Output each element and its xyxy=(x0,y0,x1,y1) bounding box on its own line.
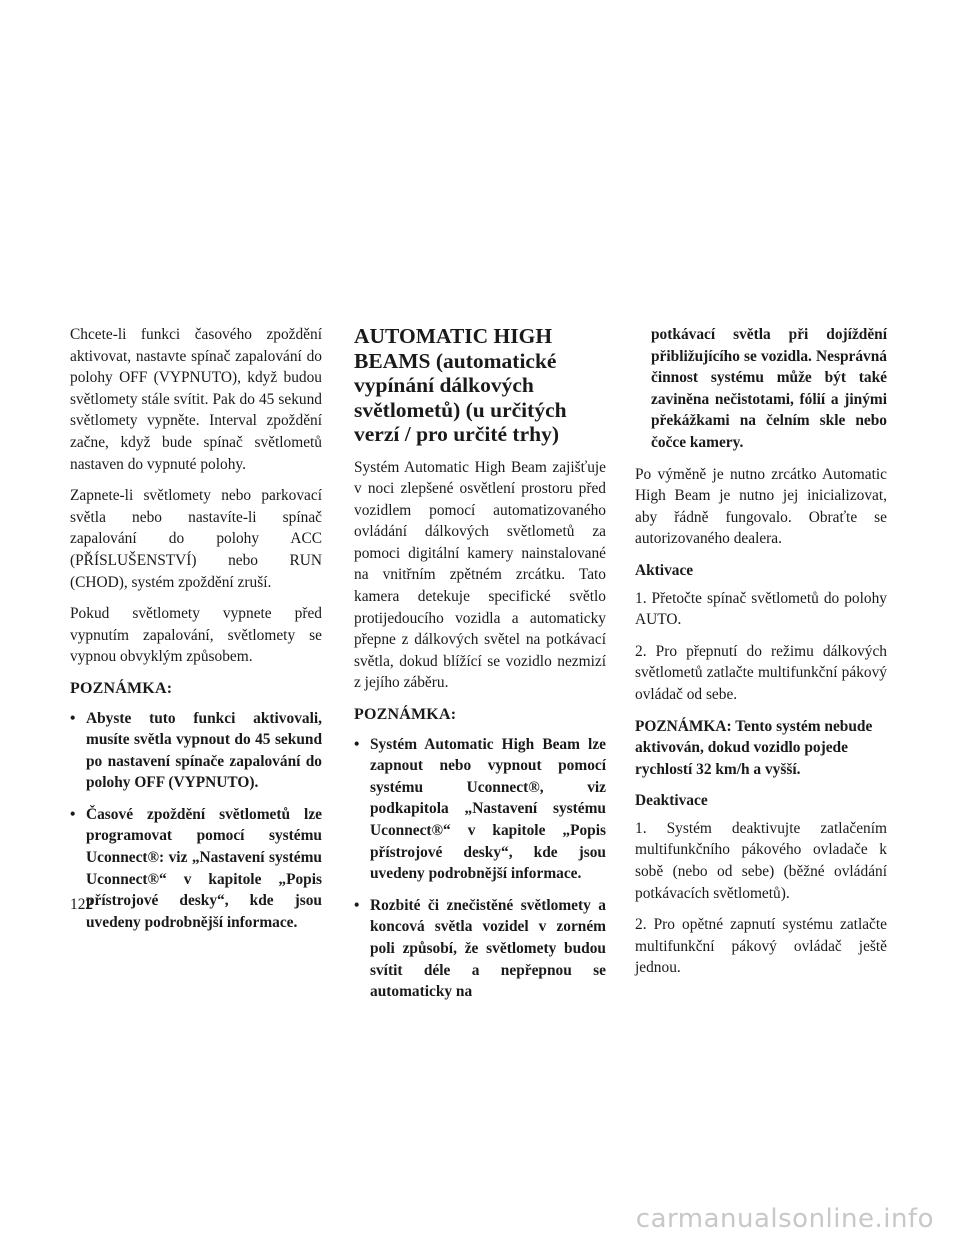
activation-step-2: 2. Pro přepnutí do režimu dálkových světlometů zatlačte multifunkční pákový ovládač od sebe. xyxy=(635,642,887,703)
speed-note xyxy=(635,716,887,781)
watermark: carmanualsonline.info xyxy=(635,1204,934,1234)
deactivation-step-2: 2. Pro opětné zapnutí systému zatlačte multifunkční pákový ovládač ještě jednou. xyxy=(635,916,887,977)
paragraph-delay-activation: Chcete-li funkci časového zpoždění aktivovat, nastavte spínač zapalování do polohy OFF (VYPNUTO), když budou světlomety stále svítit. Pak do 45 sekund světlomety vypněte. Interval zpoždění začne, když bude spínač světlometů nastaven do vypnuté polohy. xyxy=(70,326,322,473)
note-item: • Časové zpoždění světlometů lze programovat pomocí systému Uconnect®: viz „Nastavení systému Uconnect®“ v kapitole „Popis přístrojové desky“, kde jsou uvedeny podrobnější informace. xyxy=(70,804,322,934)
page-number: 122 xyxy=(70,896,94,913)
deactivation-step-1: 1. Systém deaktivujte zatlačením multifunkčního pákového ovladače k sobě (nebo od sebe) (běžné ovládání potkávacích světlometů). xyxy=(635,819,887,902)
section-heading-main: AUTOMATIC HIGH BEAMS xyxy=(354,324,553,373)
paragraph-mirror-replacement: Po výměně je nutno zrcátko Automatic High Beam je nutno jej inicializovat, aby řádně fungovalo. Obraťte se autorizovaného dealera. xyxy=(635,465,887,548)
note-item: • Systém Automatic High Beam lze zapnout nebo vypnout pomocí systému Uconnect®, viz podkapitola „Nastavení systému Uconnect®“ v kapitole „Popis přístrojové desky“, kde jsou uvedeny podrobnější informace. xyxy=(354,734,606,885)
note-item: • Rozbité či znečistěné světlomety a koncová světla vozidel v zorném poli způsobí, že světlomety budou svítit déle a nepřepnou se automaticky na xyxy=(354,895,606,1003)
column-right xyxy=(635,324,887,989)
note-list xyxy=(354,734,606,1003)
paragraph-system-description: Systém Automatic High Beam zajišťuje v noci zlepšené osvětlení prostoru před vozidlem pomocí automatizovaného ovládání dálkových světlometů za pomoci digitální kamery nainstalované na vnitřním zpětném zrcátku. Tato kamera detekuje specifické světlo protijedoucího vozidla a automaticky přepne z dálkových světel na potkávací světla, dokud blížící se vozidlo nezmizí z jejího záběru. xyxy=(354,458,606,692)
speed-note-label: POZNÁMKA: xyxy=(635,717,732,735)
note-heading: POZNÁMKA: xyxy=(354,706,457,724)
note-heading: POZNÁMKA: xyxy=(70,679,173,697)
column-middle xyxy=(354,324,606,1013)
section-heading xyxy=(354,324,606,447)
deactivation-heading: Deaktivace xyxy=(635,792,708,810)
activation-step-1: 1. Přetočte spínač světlometů do polohy AUTO. xyxy=(635,589,887,629)
note-item-continuation: potkávací světla při dojíždění přibližujícího se vozidla. Nesprávná činnost systému může být také zaviněna nečistotami, fólií a jinými překážkami na čelním skle nebo čočce kamery. xyxy=(651,326,887,451)
note-list xyxy=(70,708,322,934)
column-left xyxy=(70,324,322,943)
note-item: • Abyste tuto funkci aktivovali, musíte světla vypnout do 45 sekund po nastavení spínače zapalování do polohy OFF (VYPNUTO). xyxy=(70,708,322,794)
paragraph-delay-cancel: Zapnete-li světlomety nebo parkovací světla nebo nastavíte-li spínač zapalování do polohy ACC (PŘÍSLUŠENSTVÍ) nebo RUN (CHOD), systém zpoždění zruší. xyxy=(70,487,322,591)
section-heading-sub: (automatické vypínání dálkových světlometů) (u určitých verzí / pro určité trhy) xyxy=(354,348,567,446)
activation-heading: Aktivace xyxy=(635,561,694,579)
paragraph-normal-off: Pokud světlomety vypnete před vypnutím zapalování, světlomety se vypnou obvyklým způsobem. xyxy=(70,605,322,666)
speed-note-text: Tento systém nebude aktivován, dokud vozidlo pojede rychlostí 32 km/h a vyšší. xyxy=(635,717,873,778)
